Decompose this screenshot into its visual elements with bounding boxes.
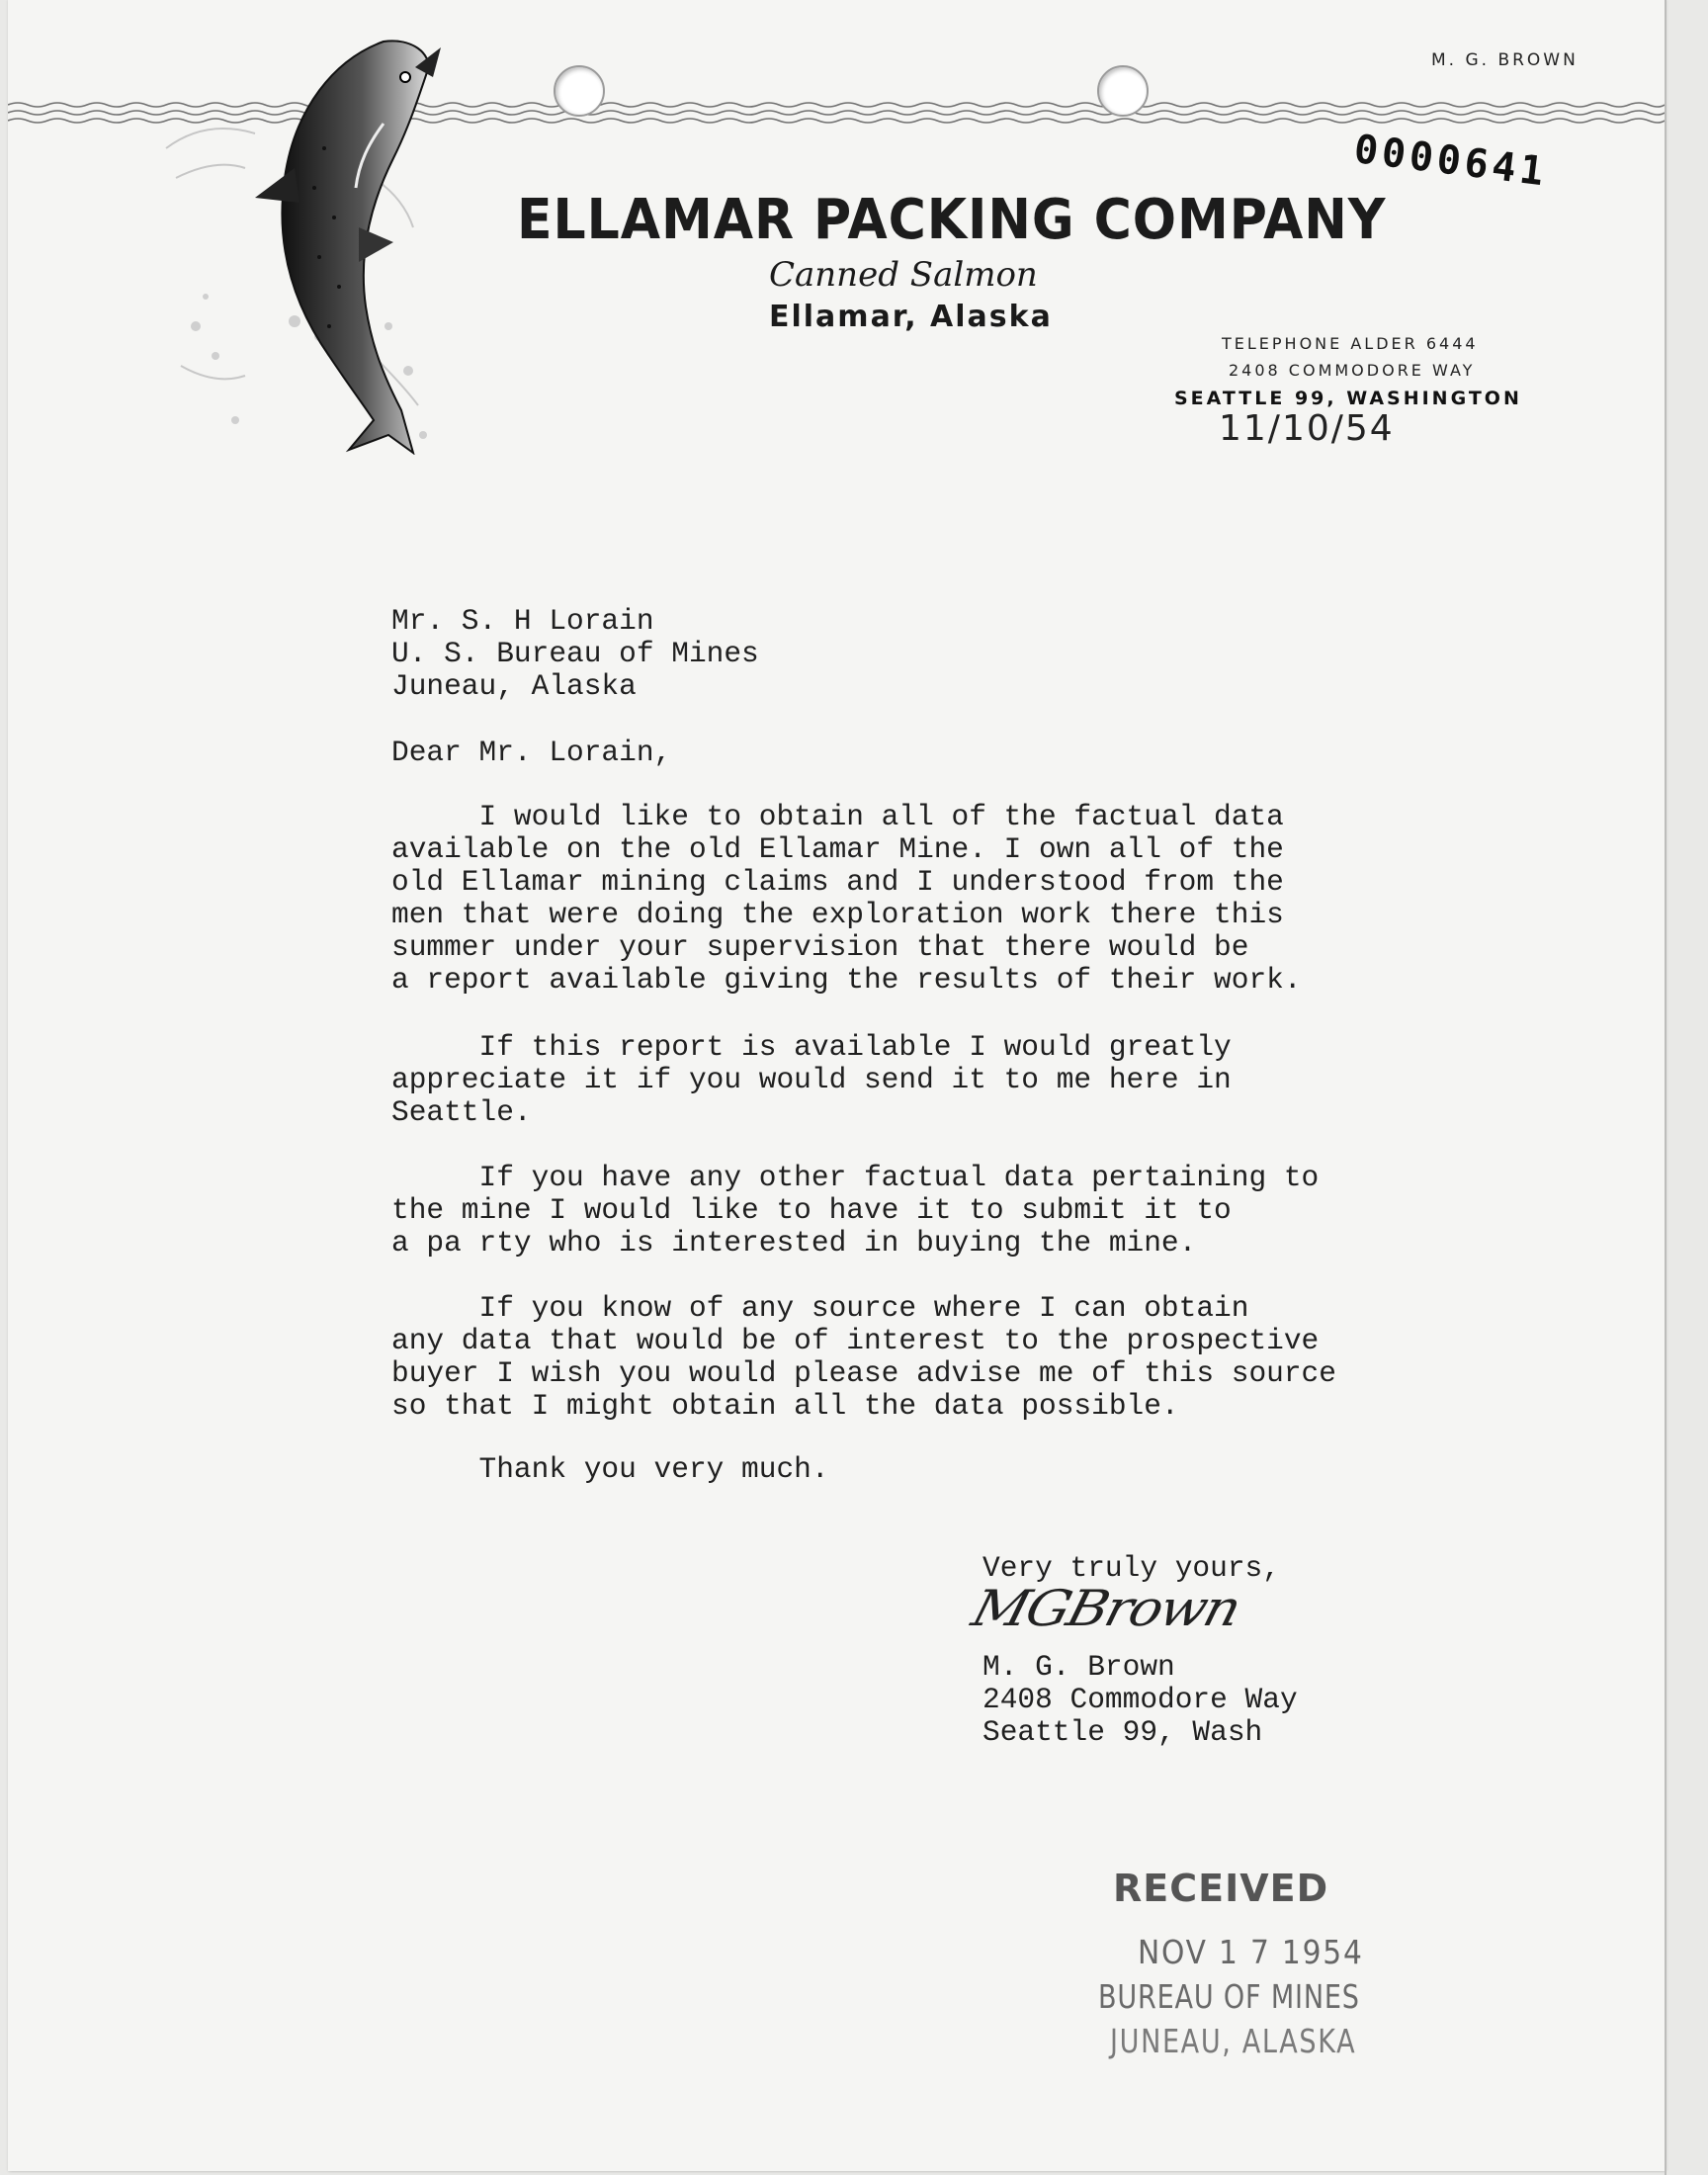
salutation: Dear Mr. Lorain, [391, 736, 672, 769]
body-paragraph-4: If you know of any source where I can obtain any data that would be of interest to the prospective buyer I wish you would please advise me of this source so that I might obtain all the data possible. [391, 1291, 1336, 1423]
company-telephone: TELEPHONE ALDER 6444 [1222, 334, 1479, 353]
recipient-org: U. S. Bureau of Mines [391, 637, 759, 670]
company-street: 2408 COMMODORE WAY [1229, 361, 1476, 380]
body-paragraph-2: If this report is available I would greatly appreciate it if you would send it to me here in Seattle. [391, 1030, 1232, 1129]
signer-city: Seattle 99, Wash [982, 1715, 1263, 1749]
letter-page [8, 0, 1665, 2171]
received-stamp-agency: BUREAU OF MINES [1098, 1977, 1360, 2016]
recipient-city: Juneau, Alaska [391, 669, 637, 703]
company-name: ELLAMAR PACKING COMPANY [517, 188, 1387, 252]
body-paragraph-5: Thank you very much. [391, 1452, 829, 1486]
received-stamp-city: JUNEAU, ALASKA [1110, 2022, 1357, 2060]
body-paragraph-1: I would like to obtain all of the factual data available on the old Ellamar Mine. I own all of the old Ellamar mining claims and I understood from the men that were doing the exploration work there this summer under your supervision that there would be a report available giving the results of their work. [391, 800, 1302, 997]
valediction: Very truly yours, [982, 1551, 1280, 1585]
received-stamp-date: NOV 1 7 1954 [1138, 1933, 1364, 1971]
corner-name-label: M. G. BROWN [1431, 50, 1579, 70]
recipient-name: Mr. S. H Lorain [391, 604, 654, 638]
company-location: Ellamar, Alaska [769, 300, 1053, 334]
received-stamp-title: RECEIVED [1113, 1867, 1329, 1910]
punch-hole-right [1097, 65, 1149, 117]
leaping-salmon-icon [146, 30, 472, 455]
file-number-stamp: 0000641 [1351, 127, 1551, 196]
body-paragraph-3: If you have any other factual data pertaining to the mine I would like to have it to submit it to a pa rty who is interested in buying the mine. [391, 1161, 1320, 1260]
handwritten-signature: MGBrown [966, 1580, 1246, 1637]
page-edge [1665, 0, 1666, 2175]
company-product: Canned Salmon [769, 255, 1038, 295]
letter-date: 11/10/54 [1219, 408, 1395, 449]
punch-hole-left [554, 65, 605, 117]
signer-name: M. G. Brown [982, 1650, 1175, 1684]
signer-address: 2408 Commodore Way [982, 1683, 1298, 1716]
company-city: SEATTLE 99, WASHINGTON [1174, 388, 1522, 409]
